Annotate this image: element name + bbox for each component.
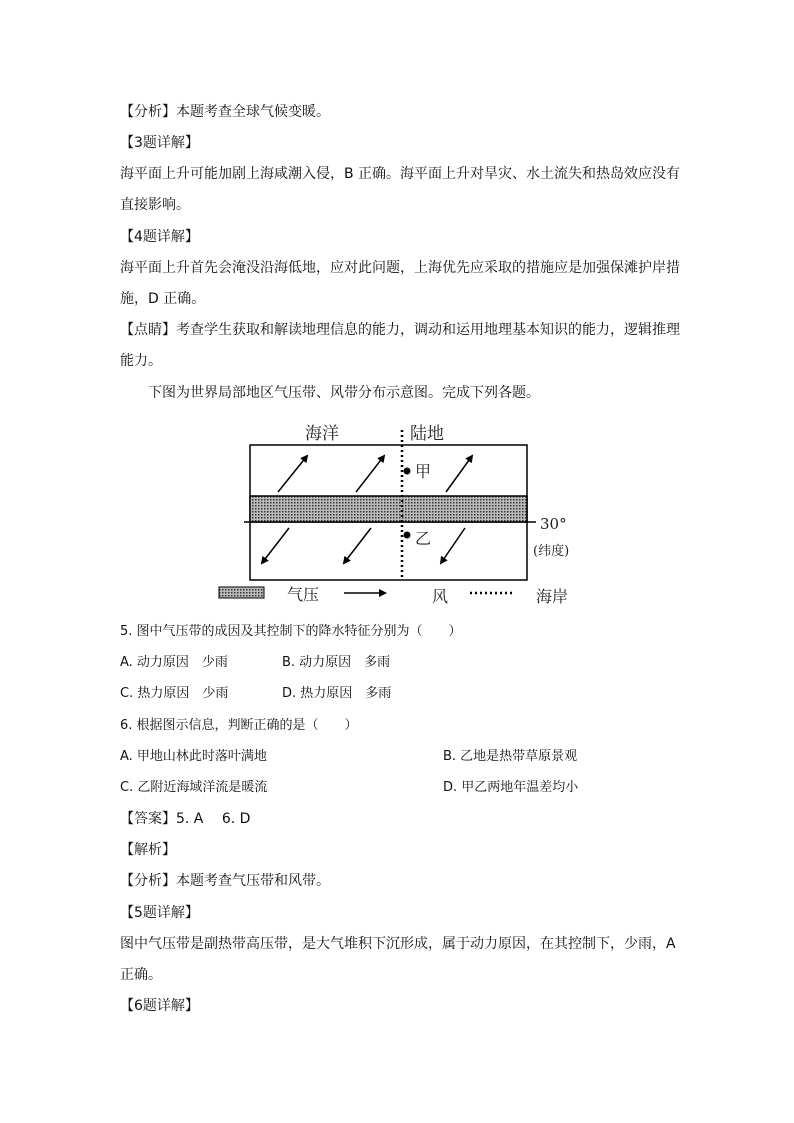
- q4-text-line2: 施，D 正确。: [120, 291, 206, 307]
- q5-option-a: A. 动力原因 少雨: [120, 655, 228, 670]
- analysis2-heading: 【分析】本题考查气压带和风带。: [120, 873, 330, 889]
- legend-coast-label: 海岸: [536, 587, 569, 606]
- q5-detail-line2: 正确。: [120, 967, 162, 983]
- q6-option-b: B. 乙地是热带草原景观: [443, 749, 578, 764]
- q3-heading: 【3题详解】: [120, 135, 199, 151]
- pressure-belt: [250, 496, 527, 522]
- q5-option-c: C. 热力原因 少雨: [120, 686, 229, 701]
- q6-option-c: C. 乙附近海域洋流是暖流: [120, 780, 268, 795]
- latitude-value: 30°: [540, 515, 567, 533]
- wind-arrow: [356, 456, 384, 492]
- q3-text-line2: 直接影响。: [120, 197, 190, 213]
- legend-pressure-swatch: [219, 587, 264, 598]
- wind-arrow: [441, 528, 465, 563]
- pressure-wind-diagram: [0, 412, 794, 612]
- q5-option-d: D. 热力原因 多雨: [282, 686, 392, 701]
- tips-line2: 能力。: [120, 353, 162, 369]
- legend-wind-label: 风: [432, 587, 449, 606]
- q6-detail-heading: 【6题详解】: [120, 998, 199, 1014]
- q5-detail-heading: 【5题详解】: [120, 905, 199, 921]
- figure-intro: 下图为世界局部地区气压带、风带分布示意图。完成下列各题。: [148, 385, 540, 401]
- wind-arrow: [446, 456, 472, 492]
- land-label: 陆地: [410, 424, 444, 444]
- wind-arrow: [262, 528, 289, 563]
- q4-heading: 【4题详解】: [120, 229, 199, 245]
- latitude-unit: (纬度): [533, 544, 570, 559]
- q6-option-a: A. 甲地山林此时落叶满地: [120, 749, 267, 764]
- q5-option-b: B. 动力原因 多雨: [282, 655, 391, 670]
- jiexi-heading: 【解析】: [120, 842, 176, 858]
- point-jia-label: 甲: [415, 462, 432, 481]
- wind-arrow: [278, 456, 307, 492]
- wind-arrow: [344, 528, 371, 563]
- analysis-heading: 【分析】本题考查全球气候变暖。: [120, 104, 330, 120]
- q3-text-line1: 海平面上升可能加剧上海咸潮入侵，B 正确。海平面上升对旱灾、水土流失和热岛效应没有: [120, 166, 681, 182]
- legend-pressure-label: 气压: [287, 585, 320, 604]
- point-yi-label: 乙: [415, 529, 432, 548]
- point-yi-dot: [404, 532, 411, 539]
- q6-option-d: D. 甲乙两地年温差均小: [443, 780, 579, 795]
- answer-line: 【答案】5. A 6. D: [120, 811, 251, 827]
- q5-stem: 5. 图中气压带的成因及其控制下的降水特征分别为（ ）: [120, 624, 462, 639]
- q4-text-line1: 海平面上升首先会淹没沿海低地，应对此问题，上海优先应采取的措施应是加强保滩护岸措: [120, 260, 680, 276]
- q6-stem: 6. 根据图示信息，判断正确的是（ ）: [120, 718, 358, 733]
- tips-line1: 【点睛】考查学生获取和解读地理信息的能力，调动和运用地理基本知识的能力，逻辑推理: [120, 322, 680, 338]
- ocean-label: 海洋: [305, 424, 339, 444]
- point-jia-dot: [404, 468, 411, 475]
- q5-detail-line1: 图中气压带是副热带高压带，是大气堆积下沉形成，属于动力原因，在其控制下，少雨，A: [120, 936, 676, 952]
